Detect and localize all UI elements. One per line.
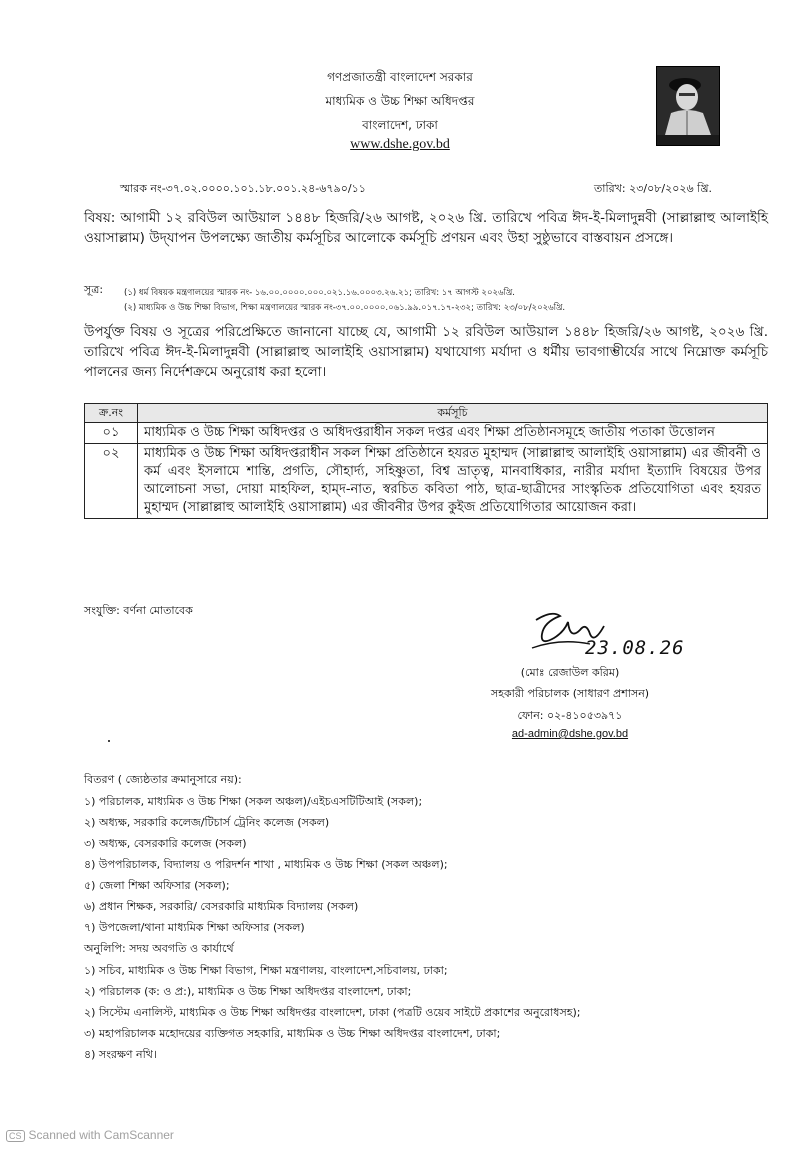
location: বাংলাদেশ, ঢাকা — [362, 118, 438, 132]
sources — [84, 282, 768, 316]
govt-name: গণপ্রজাতন্ত্রী বাংলাদেশ সরকার — [327, 70, 473, 84]
distribution-heading: বিতরণ ( জ্যেষ্ঠতার ক্রমানুসারে নয়): — [84, 773, 242, 786]
sources-label: সূত্র: — [84, 283, 104, 296]
camscanner-text: Scanned with CamScanner — [28, 1128, 174, 1142]
signature-date: 23.08.26 — [585, 637, 685, 659]
signatory-designation: সহকারী পরিচালক (সাধারণ প্রশাসন) — [490, 687, 650, 700]
signatory-email[interactable]: ad-admin@dshe.gov.bd — [511, 728, 629, 740]
attachment-note: সংযুক্তি: বর্ণনা মোতাবেক — [84, 604, 193, 617]
list-item: ৬) প্রধান শিক্ষক, সরকারি/ বেসরকারি মাধ্যমিক বিদ্যালয় (সকল) — [84, 900, 359, 913]
copies-heading: অনুলিপি: সদয় অবগতি ও কার্যার্থে — [84, 942, 234, 955]
subject-text: আগামী ১২ রবিউল আউয়াল ১৪৪৮ হিজরি/২৬ আগষ্ট, ২০২৬ খ্রি. তারিখে পবিত্র ঈদ-ই-মিলাদুন্নবী (সাল্লাল্লাহু আলাইহি ওয়াসাল্লাম) উদ্‌যাপন উপলক্ষ্যে জাতীয় কর্মসূচির আলোকে কর্মসূচি প্রণয়ন এবং উহা সুষ্ঠুভাবে বাস্তবায়ন প্রসঙ্গে। — [84, 210, 769, 246]
memo-date: তারিখ: ২৩/০৮/২০২৬ খ্রি. — [594, 182, 713, 195]
table-row — [85, 423, 768, 444]
list-item: ২) অধ্যক্ষ, সরকারি কলেজ/টিচার্স ট্রেনিং কলেজ (সকল) — [84, 816, 330, 829]
camscanner-watermark — [6, 1128, 174, 1142]
list-item: ৩) অধ্যক্ষ, বেসরকারি কলেজ (সকল) — [84, 837, 247, 850]
row-program: মাধ্যমিক ও উচ্চ শিক্ষা অধিদপ্তর ও অধিদপ্তরাধীন সকল দপ্তর এবং শিক্ষা প্রতিষ্ঠানসমূহে জাতীয় পতাকা উত্তোলন — [138, 423, 768, 444]
list-item: ১) সচিব, মাধ্যমিক ও উচ্চ শিক্ষা বিভাগ, শিক্ষা মন্ত্রণালয়, বাংলাদেশ,সচিবালয়, ঢাকা; — [84, 964, 448, 977]
memo-number: স্মারক নং-৩৭.০২.০০০০.১০১.১৮.০০১.২৪-৬৭৯০/১১ — [120, 182, 366, 195]
directorate-name: মাধ্যমিক ও উচ্চ শিক্ষা অধিদপ্তর — [325, 94, 475, 108]
list-item: ১) পরিচালক, মাধ্যমিক ও উচ্চ শিক্ষা (সকল অঞ্চল)/এইচএসটিটিআই (সকল); — [84, 795, 423, 808]
list-item: ৩) মহাপরিচালক মহোদয়ের ব্যক্তিগত সহকারি, মাধ্যমিক ও উচ্চ শিক্ষা অধিদপ্তর বাংলাদেশ, ঢাকা; — [84, 1027, 501, 1040]
list-item: ৪) উপপরিচালক, বিদ্যালয় ও পরিদর্শন শাখা , মাধ্যমিক ও উচ্চ শিক্ষা (সকল অঞ্চল); — [84, 858, 448, 871]
column-header-serial: ক্র.নং — [85, 404, 138, 423]
table-header-row — [85, 404, 768, 423]
copies-list — [84, 938, 581, 1065]
column-header-program: কর্মসূচি — [138, 404, 768, 423]
list-item: ২) সিস্টেম এনালিস্ট, মাধ্যমিক ও উচ্চ শিক্ষা অধিদপ্তর বাংলাদেশ, ঢাকা (পত্রটি ওয়েব সাইটে প্রকাশের অনুরোধসহ); — [84, 1006, 581, 1019]
intro-paragraph: উপর্যুক্ত বিষয় ও সূত্রের পরিপ্রেক্ষিতে জানানো যাচ্ছে যে, আগামী ১২ রবিউল আউয়াল ১৪৪৮ হিজরি/২৬ আগষ্ট, ২০২৬ খ্রি. তারিখে পবিত্র ঈদ-ই-মিলাদুন্নবী (সাল্লাল্লাহু আলাইহি ওয়াসাল্লাম) যথাযোগ্য মর্যাদা ও ধর্মীয় ভাবগাম্ভীর্যের সাথে নিম্নোক্ত কর্মসূচি পালনের জন্য নির্দেশক্রমে অনুরোধ করা হলো। — [84, 324, 768, 380]
row-serial: ০১ — [85, 423, 138, 444]
scan-dot — [108, 740, 110, 742]
program-table — [84, 403, 768, 519]
table-row — [85, 444, 768, 519]
list-item: ৪) সংরক্ষণ নথি। — [84, 1048, 157, 1061]
camscanner-badge: CS — [6, 1130, 25, 1142]
subject-label: বিষয়: — [84, 210, 116, 226]
list-item: ৭) উপজেলা/থানা মাধ্যমিক শিক্ষা অফিসার (সকল) — [84, 921, 305, 934]
row-serial: ০২ — [85, 444, 138, 519]
signatory-phone: ফোন: ০২-৪১০৫৩৯৭১ — [517, 709, 623, 722]
source-item: (১) ধর্ম বিষয়ক মন্ত্রণালয়ের স্মারক নং- ১৬.০০.০০০০.০০০.০২১.১৬.০০০৩.২৬.২১; তারিখ: ১৭ আগস্ট ২০২৬খ্রি. — [124, 288, 515, 298]
subject — [84, 208, 768, 248]
website-link[interactable]: www.dshe.gov.bd — [350, 137, 450, 152]
source-item: (২) মাধ্যমিক ও উচ্চ শিক্ষা বিভাগ, শিক্ষা মন্ত্রণালয়ের স্মারক নং-৩৭.০০.০০০০.০৬১.৯৯.০১৭.১৭-২৩২; তারিখ: ২৩/০৮/২০২৬খ্রি. — [124, 303, 566, 313]
portrait-icon — [657, 67, 719, 135]
list-item: ২) পরিচালক (ক: ও প্র:), মাধ্যমিক ও উচ্চ শিক্ষা অধিদপ্তর বাংলাদেশ, ঢাকা; — [84, 985, 412, 998]
portrait-logo — [656, 66, 720, 146]
row-program: মাধ্যমিক ও উচ্চ শিক্ষা অধিদপ্তরাধীন সকল শিক্ষা প্রতিষ্ঠানে হযরত মুহাম্মদ (সাল্লাল্লাহু আলাইহি ওয়াসাল্লাম) এর জীবনী ও কর্ম এবং ইসলামে শান্তি, প্রগতি, সৌহার্দ্য, সহিষ্ণুতা, বিশ্ব ভ্রাতৃত্ব, মানবাধিকার, নারীর মর্যাদা ইত্যাদি বিষয়ের উপর আলোচনা সভা, দোয়া মাহফিল, হাম্‌দ-নাত, স্বরচিত কবিতা পাঠ, ছাত্র-ছাত্রীদের সাংস্কৃতিক প্রতিযোগিতা এবং হযরত মুহাম্মদ (সাল্লাল্লাহু আলাইহি ওয়াসাল্লাম) এর জীবনীর উপর কুইজ প্রতিযোগিতার আয়োজন করা। — [138, 444, 768, 519]
list-item: ৫) জেলা শিক্ষা অফিসার (সকল); — [84, 879, 230, 892]
signatory-name: (মোঃ রেজাউল করিম) — [520, 666, 620, 679]
distribution-list — [84, 769, 448, 938]
